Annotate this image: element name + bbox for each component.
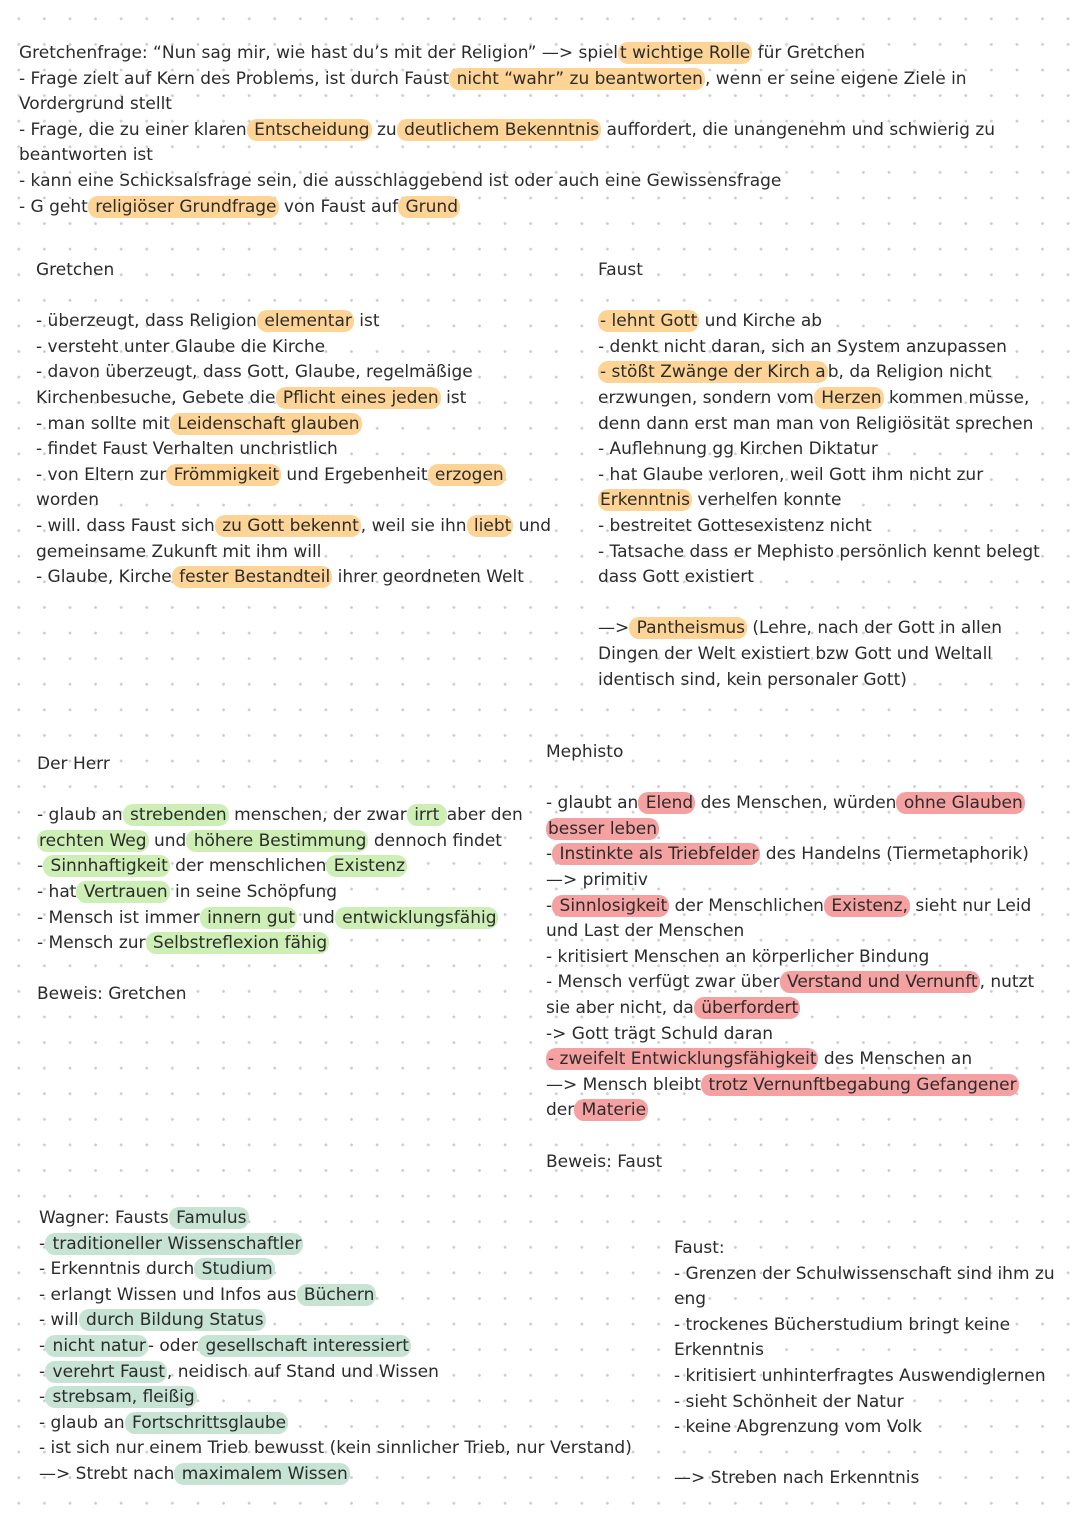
note-line (36, 565, 576, 591)
highlighted-phrase: Existenz (328, 856, 405, 877)
text-segment: Erkenntnis (674, 1340, 764, 1361)
text-segment: menschen, der zwar (228, 805, 407, 826)
highlighted-phrase: Fortschrittsglaube (126, 1412, 287, 1433)
highlighted-phrase: traditioneller Wissenschaftler (47, 1233, 302, 1254)
text-segment: - Frage, die zu einer klaren (19, 119, 247, 140)
text-segment: Beweis: Gretchen (37, 984, 187, 1005)
text-segment: und Kirche ab (699, 311, 823, 332)
note-line (546, 1073, 1066, 1099)
highlighted-phrase: - stößt Zwänge der Kirch a (600, 362, 826, 383)
note-line (546, 919, 1066, 945)
text-segment: identisch sind, kein personaler Gott) (598, 669, 907, 690)
text-segment: - will (39, 1310, 79, 1331)
text-segment: - ist sich nur einem Trieb bewusst (kein sinnlicher Trieb, nur Verstand) (39, 1438, 632, 1459)
text-segment: - man sollte mit (36, 413, 170, 434)
text-segment: - Erkenntnis durch (39, 1259, 195, 1280)
highlighted-phrase: religiöser Grundfrage (89, 196, 277, 217)
highlighted-phrase: Büchern (298, 1284, 375, 1305)
text-segment: in seine Schöpfung (169, 881, 338, 902)
note-line (546, 868, 1066, 894)
text-segment: - hat Glaube verloren, weil Gott ihm nicht zur (598, 464, 984, 485)
highlighted-phrase: - lehnt Gott (600, 311, 698, 332)
text-segment: , wenn er seine eigene Ziele in (704, 68, 967, 89)
note-line (39, 1411, 659, 1437)
text-segment: - Mensch zur (37, 933, 146, 954)
text-segment: - Auflehnung gg Kirchen Diktatur (598, 439, 878, 460)
text-segment: (Lehre, nach der Gott in allen (747, 618, 1003, 639)
text-segment: - (37, 856, 44, 877)
note-line (36, 412, 576, 438)
text-segment: - (39, 1233, 46, 1254)
highlighted-phrase: Frömmigkeit (168, 464, 280, 485)
text-segment: Dingen der Welt existiert bzw Gott und Weltall (598, 643, 993, 664)
text-segment: , weil sie ihn (360, 515, 467, 536)
highlighted-phrase: Grund (400, 196, 458, 217)
der-herr-section (37, 752, 527, 1008)
note-line (546, 1047, 1066, 1073)
text-segment: Faust: (674, 1238, 725, 1258)
note-line (19, 169, 1064, 195)
note-line (546, 970, 1066, 996)
highlighted-phrase: - zweifelt Entwicklungsfähigkeit (548, 1049, 817, 1070)
text-segment: und Ergebenheit (281, 464, 428, 485)
text-segment: - kritisiert unhinterfragtes Auswendiglernen (674, 1365, 1046, 1386)
highlighted-phrase: liebt (468, 515, 512, 536)
note-line (36, 386, 576, 412)
note-line (39, 1334, 659, 1360)
note-line (37, 829, 527, 855)
highlighted-phrase: nicht “wahr” zu beantworten (451, 68, 703, 89)
blank-line (546, 1124, 1066, 1150)
text-segment: Vordergrund stellt (19, 94, 172, 115)
text-segment: b, da Religion nicht (827, 362, 992, 383)
text-segment: denn dann erst man man von Religiösität sprechen (598, 413, 1034, 434)
text-segment: des Menschen, würden (695, 793, 897, 814)
text-segment: - glaub an (39, 1412, 125, 1433)
text-segment: zu (371, 119, 397, 140)
note-line (36, 540, 576, 566)
note-line (674, 1262, 1074, 1288)
text-segment: - (546, 895, 553, 916)
text-segment: dass Gott existiert (598, 567, 754, 588)
highlighted-phrase: innern gut (201, 907, 295, 928)
text-segment: kommen müsse, (883, 387, 1030, 408)
note-line (36, 514, 576, 540)
text-segment: - überzeugt, dass Religion (36, 311, 257, 332)
text-segment: - oder (147, 1335, 199, 1356)
highlighted-phrase: deutlichem Bekenntnis (398, 119, 600, 140)
note-line (39, 1360, 659, 1386)
highlighted-phrase: verehrt Faust (47, 1361, 165, 1382)
text-segment: - glaubt an (546, 793, 639, 814)
text-segment: Faust (598, 260, 643, 280)
highlighted-phrase: Famulus (170, 1208, 247, 1228)
note-line (36, 488, 576, 514)
note-line (36, 437, 576, 463)
text-segment: - Grenzen der Schulwissenschaft sind ihm zu (674, 1263, 1055, 1284)
note-line (37, 982, 527, 1008)
text-segment: des Handelns (Tiermetaphorik) (760, 844, 1029, 865)
highlighted-phrase: Sinnhaftigkeit (45, 856, 168, 877)
text-segment: sieht nur Leid (909, 895, 1032, 916)
note-line (674, 1364, 1074, 1390)
note-line (37, 931, 527, 957)
text-segment: - bestreitet Gottesexistenz nicht (598, 515, 872, 536)
text-segment: - will. dass Faust sich (36, 515, 215, 536)
blank-line (674, 1441, 1074, 1467)
text-segment: - Mensch verfügt zwar über (546, 972, 780, 993)
text-segment: sie aber nicht, da (546, 997, 694, 1018)
note-line (546, 1098, 1066, 1124)
note-line (36, 309, 576, 335)
text-segment: der Menschlichen (669, 895, 824, 916)
mephisto-section (546, 740, 1066, 1175)
highlighted-phrase: maximalem Wissen (176, 1463, 348, 1484)
note-line (39, 1257, 659, 1283)
text-segment: des Menschen an (818, 1049, 973, 1070)
note-line (598, 309, 1068, 335)
section-heading (674, 1236, 1074, 1262)
text-segment: - Frage zielt auf Kern des Problems, ist durch Faust (19, 68, 450, 89)
note-line (546, 894, 1066, 920)
text-segment: - hat (37, 881, 77, 902)
note-line (37, 906, 527, 932)
text-segment: und (513, 515, 552, 536)
note-line (598, 514, 1068, 540)
note-line (39, 1283, 659, 1309)
highlighted-phrase: Existenz, (825, 895, 908, 916)
highlighted-phrase: Instinkte als Triebfelder (554, 844, 759, 865)
note-line (598, 360, 1068, 386)
text-segment: auffordert, die unangenehm und schwierig zu (601, 119, 996, 140)
text-segment: - keine Abgrenzung vom Volk (674, 1417, 923, 1438)
note-line (598, 437, 1068, 463)
blank-line (37, 957, 527, 983)
highlighted-phrase: rechten Weg (39, 830, 147, 851)
highlighted-phrase: Leidenschaft glauben (171, 413, 360, 434)
note-line (598, 335, 1068, 361)
note-line (674, 1390, 1074, 1416)
text-segment: ist (440, 387, 467, 408)
note-line (19, 67, 1064, 93)
text-segment: Mephisto (546, 742, 624, 762)
text-segment: - Glaube, Kirche (36, 567, 172, 588)
highlighted-phrase: Elend (640, 793, 694, 814)
note-line (546, 945, 1066, 971)
note-line (19, 118, 1064, 144)
section-heading (19, 41, 1064, 67)
text-segment: Der Herr (37, 754, 110, 774)
highlighted-phrase: strebenden (124, 805, 227, 826)
intro-section (19, 41, 1064, 220)
text-segment: —> primitiv (546, 869, 648, 890)
text-segment: - sieht Schönheit der Natur (674, 1391, 904, 1412)
text-segment: und (148, 830, 187, 851)
note-line (598, 540, 1068, 566)
text-segment: und (297, 907, 335, 928)
note-line (39, 1436, 659, 1462)
highlighted-phrase: überfordert (695, 997, 799, 1018)
text-segment: Gretchenfrage: “Nun sag mir, wie hast du’s mit der Religion” —> spiel (19, 43, 619, 63)
text-segment: —> Strebt nach (39, 1463, 175, 1484)
text-segment: - (39, 1361, 46, 1382)
highlighted-phrase: fester Bestandteil (173, 567, 331, 588)
text-segment: - kritisiert Menschen an körperlicher Bindung (546, 946, 930, 967)
note-line (36, 335, 576, 361)
text-segment: - von Eltern zur (36, 464, 167, 485)
note-line (546, 842, 1066, 868)
note-line (598, 412, 1068, 438)
text-segment: —> Streben nach Erkenntnis (674, 1468, 920, 1489)
highlighted-phrase: irrt (408, 805, 445, 826)
highlighted-phrase: t wichtige Rolle (620, 43, 751, 63)
highlighted-phrase: Pflicht eines jeden (277, 387, 439, 408)
text-segment: - (39, 1387, 46, 1408)
text-segment: - Tatsache dass er Mephisto persönlich kennt belegt (598, 541, 1040, 562)
highlighted-phrase: besser leben (548, 818, 658, 839)
section-heading (546, 740, 1066, 766)
note-line (674, 1415, 1074, 1441)
text-segment: gemeinsame Zukunft mit ihm will (36, 541, 322, 562)
note-line (546, 996, 1066, 1022)
note-line (37, 803, 527, 829)
note-line (546, 817, 1066, 843)
text-segment: , nutzt (979, 972, 1035, 993)
faust-science-section (674, 1236, 1074, 1492)
note-line (36, 360, 576, 386)
text-segment: worden (36, 490, 100, 511)
section-heading (37, 752, 527, 778)
highlighted-phrase: Sinnlosigkeit (554, 895, 668, 916)
text-segment: der (546, 1100, 575, 1121)
text-segment: Kirchenbesuche, Gebete die (36, 387, 276, 408)
highlighted-phrase: Materie (576, 1100, 647, 1121)
highlighted-phrase: Erkenntnis (600, 490, 690, 511)
blank-line (546, 766, 1066, 792)
text-segment: - (546, 844, 553, 865)
highlighted-phrase: gesellschaft interessiert (200, 1335, 409, 1356)
text-segment: , neidisch auf Stand und Wissen (166, 1361, 439, 1382)
text-segment: - findet Faust Verhalten unchristlich (36, 439, 338, 460)
text-segment: —> Mensch bleibt (546, 1074, 702, 1095)
note-line (546, 1022, 1066, 1048)
text-segment: - Mensch ist immer (37, 907, 200, 928)
text-segment: - trockenes Bücherstudium bringt keine (674, 1314, 1011, 1335)
section-heading (36, 258, 576, 284)
text-segment: von Faust auf (278, 196, 399, 217)
note-line (674, 1338, 1074, 1364)
note-line (598, 642, 1068, 668)
note-line (19, 143, 1064, 169)
note-line (37, 880, 527, 906)
text-segment: beantworten ist (19, 145, 153, 166)
note-line (19, 92, 1064, 118)
text-segment: —> (598, 618, 630, 639)
text-segment: - erlangt Wissen und Infos aus (39, 1284, 297, 1305)
note-line (546, 791, 1066, 817)
highlighted-phrase: entwicklungsfähig (336, 907, 497, 928)
note-line (39, 1308, 659, 1334)
text-segment: dennoch findet (368, 830, 502, 851)
blank-line (598, 284, 1068, 310)
note-line (37, 854, 527, 880)
note-line (39, 1385, 659, 1411)
highlighted-phrase: Herzen (815, 387, 882, 408)
note-line (36, 463, 576, 489)
text-segment: erzwungen, sondern vom (598, 387, 814, 408)
highlighted-phrase: Pantheismus (631, 618, 746, 639)
blank-line (37, 778, 527, 804)
note-line (39, 1462, 659, 1488)
section-heading (598, 258, 1068, 284)
note-line (598, 488, 1068, 514)
text-segment: aber den (446, 805, 523, 826)
note-line (546, 1150, 1066, 1176)
note-line (598, 463, 1068, 489)
text-segment: - versteht unter Glaube die Kirche (36, 336, 326, 357)
note-line (39, 1232, 659, 1258)
text-segment: ist (353, 311, 380, 332)
highlighted-phrase: ohne Glauben (898, 793, 1023, 814)
highlighted-phrase: erzogen (429, 464, 504, 485)
note-line (674, 1287, 1074, 1313)
highlighted-phrase: zu Gott bekennt (216, 515, 359, 536)
text-segment: - G geht (19, 196, 88, 217)
note-line (674, 1313, 1074, 1339)
text-segment: und Last der Menschen (546, 921, 745, 942)
highlighted-phrase: Verstand und Vernunft (781, 972, 978, 993)
section-heading (39, 1206, 659, 1232)
note-line (19, 195, 1064, 221)
text-segment: Gretchen (36, 260, 115, 280)
text-segment: ihrer geordneten Welt (332, 567, 524, 588)
highlighted-phrase: trotz Vernunftbegabung Gefangener (703, 1074, 1017, 1095)
text-segment: - glaub an (37, 805, 123, 826)
note-line (598, 668, 1068, 694)
text-segment: - (39, 1335, 46, 1356)
faust-section (598, 258, 1068, 693)
highlighted-phrase: elementar (258, 311, 352, 332)
highlighted-phrase: nicht natur (47, 1335, 146, 1356)
note-line (674, 1466, 1074, 1492)
gretchen-section (36, 258, 576, 591)
highlighted-phrase: Entscheidung (248, 119, 370, 140)
blank-line (598, 591, 1068, 617)
text-segment: - denkt nicht daran, sich an System anzupassen (598, 336, 1007, 357)
text-segment: der menschlichen (169, 856, 327, 877)
text-segment: - kann eine Schicksalsfrage sein, die ausschlaggebend ist oder auch eine Gewissensfrage (19, 170, 782, 191)
text-segment: Wagner: Fausts (39, 1208, 169, 1228)
highlighted-phrase: Studium (196, 1259, 273, 1280)
highlighted-phrase: strebsam, fleißig (47, 1387, 195, 1408)
note-line (598, 565, 1068, 591)
text-segment: eng (674, 1289, 707, 1310)
highlighted-phrase: Vertrauen (78, 881, 168, 902)
highlighted-phrase: Selbstreflexion fähig (147, 933, 328, 954)
text-segment: Beweis: Faust (546, 1151, 663, 1172)
note-line (598, 616, 1068, 642)
text-segment: - davon überzeugt, dass Gott, Glaube, regelmäßige (36, 362, 473, 383)
text-segment: verhelfen konnte (692, 490, 842, 511)
wagner-section (39, 1206, 659, 1488)
highlighted-phrase: durch Bildung Status (80, 1310, 264, 1331)
highlighted-phrase: höhere Bestimmung (188, 830, 367, 851)
note-line (598, 386, 1068, 412)
text-segment: -> Gott trägt Schuld daran (546, 1023, 774, 1044)
blank-line (36, 284, 576, 310)
text-segment: für Gretchen (752, 43, 866, 63)
